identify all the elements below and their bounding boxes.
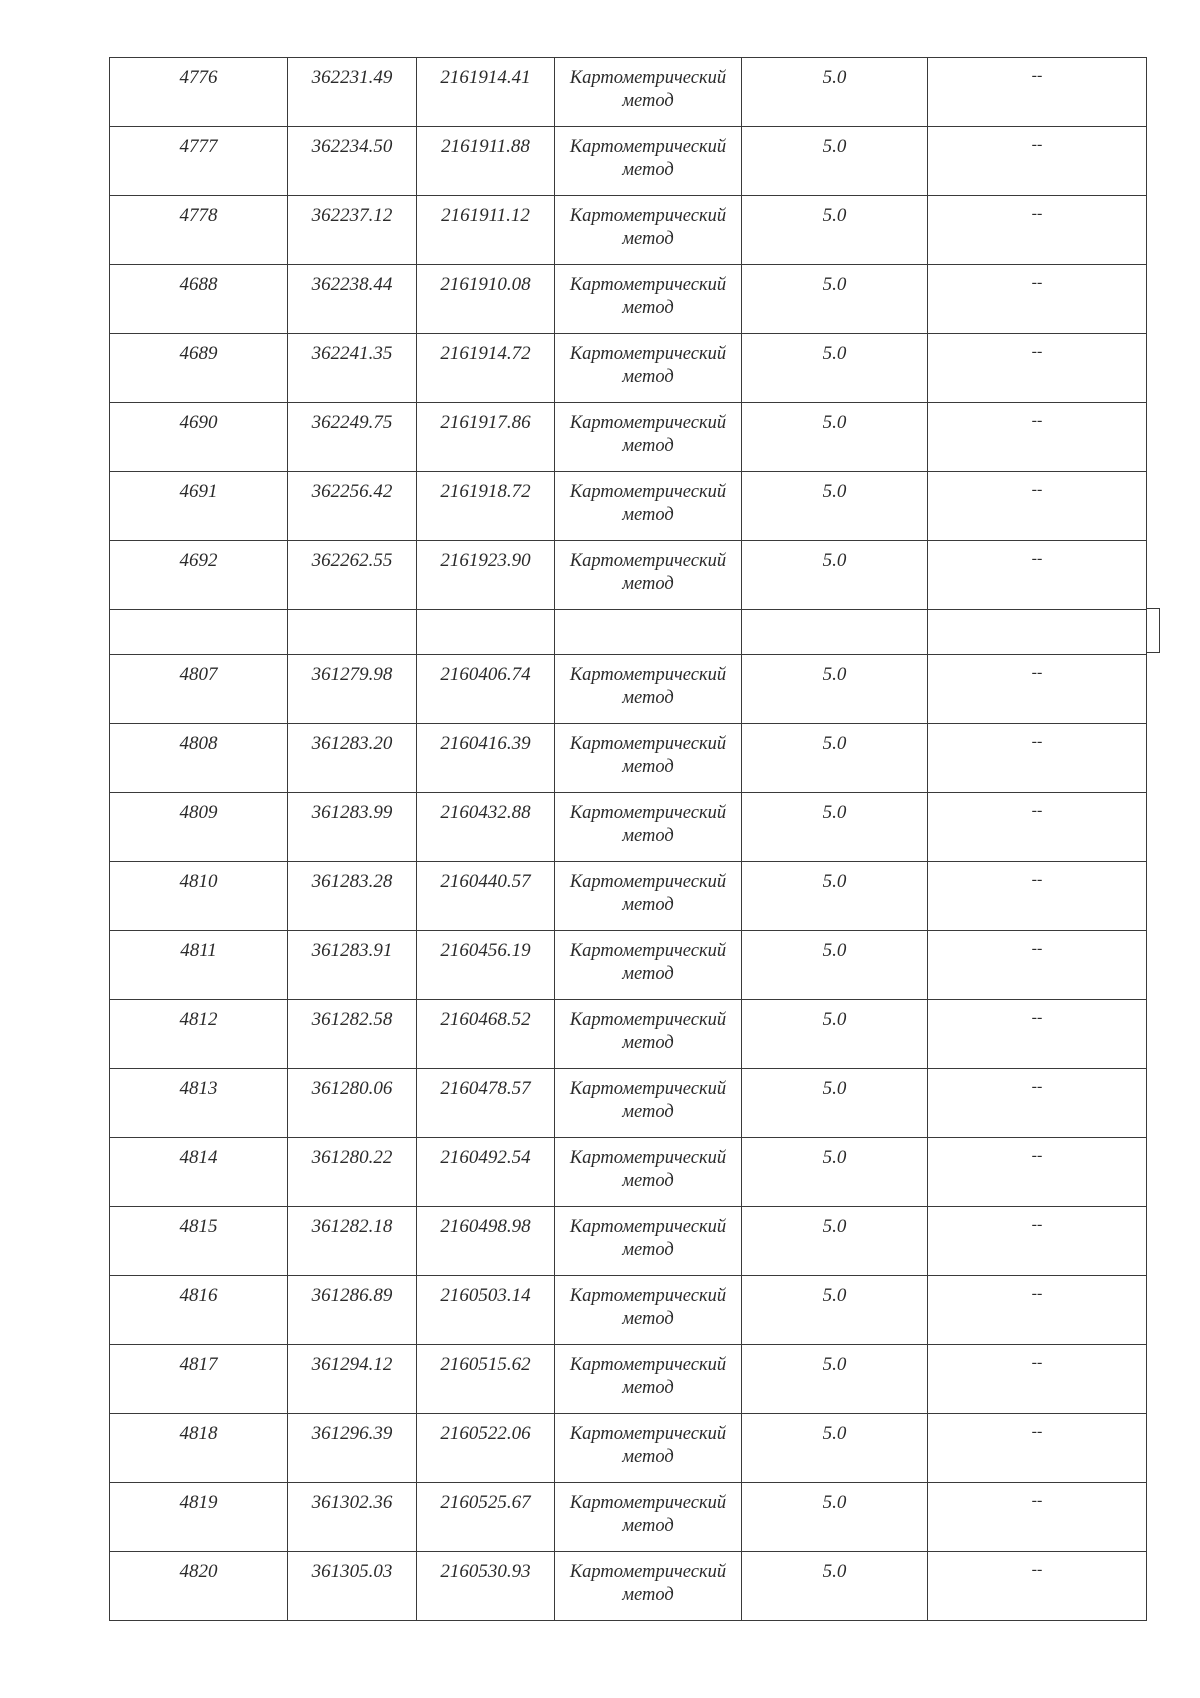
note-cell <box>928 403 1147 472</box>
accuracy-cell <box>742 58 928 127</box>
accuracy-text: 5.0 <box>822 205 847 226</box>
point-number-text: 4814 <box>179 1147 218 1168</box>
note-text: -- <box>1031 136 1043 153</box>
accuracy-cell <box>742 1345 928 1414</box>
point-number-cell <box>110 793 288 862</box>
table-row <box>110 1552 1147 1621</box>
point-number-text: 4818 <box>179 1423 218 1444</box>
note-cell <box>928 1138 1147 1207</box>
x-coordinate-cell <box>288 1345 417 1414</box>
table-row <box>110 1207 1147 1276</box>
note-cell <box>928 1483 1147 1552</box>
accuracy-text: 5.0 <box>822 343 847 364</box>
empty-cell <box>928 610 1147 655</box>
table-row <box>110 724 1147 793</box>
method-cell <box>555 127 742 196</box>
point-number-text: 4807 <box>179 664 218 685</box>
accuracy-text: 5.0 <box>822 1285 847 1306</box>
note-text: -- <box>1031 343 1043 360</box>
note-cell <box>928 1414 1147 1483</box>
point-number-text: 4810 <box>179 871 218 892</box>
method-text: Картометрический метод <box>569 1010 727 1053</box>
y-coordinate-text: 2160416.39 <box>440 733 531 754</box>
y-coordinate-text: 2160515.62 <box>440 1354 531 1375</box>
point-number-text: 4689 <box>179 343 218 364</box>
point-number-cell <box>110 127 288 196</box>
method-text: Картометрический метод <box>569 275 727 318</box>
y-coordinate-cell <box>417 1483 555 1552</box>
x-coordinate-cell <box>288 127 417 196</box>
method-cell <box>555 58 742 127</box>
x-coordinate-text: 361279.98 <box>311 664 393 685</box>
point-number-text: 4808 <box>179 733 218 754</box>
empty-cell <box>555 610 742 655</box>
y-coordinate-cell <box>417 472 555 541</box>
accuracy-text: 5.0 <box>822 1561 847 1582</box>
separator-row-overhang <box>1146 608 1160 653</box>
accuracy-text: 5.0 <box>822 481 847 502</box>
y-coordinate-text: 2160456.19 <box>440 940 531 961</box>
table-row <box>110 1069 1147 1138</box>
accuracy-cell <box>742 403 928 472</box>
point-number-cell <box>110 265 288 334</box>
note-cell <box>928 127 1147 196</box>
accuracy-text: 5.0 <box>822 136 847 157</box>
empty-cell <box>417 610 555 655</box>
x-coordinate-text: 361296.39 <box>311 1423 393 1444</box>
method-text: Картометрический метод <box>569 1424 727 1467</box>
table-row <box>110 1414 1147 1483</box>
accuracy-cell <box>742 472 928 541</box>
x-coordinate-text: 361283.91 <box>311 940 393 961</box>
point-number-cell <box>110 334 288 403</box>
x-coordinate-text: 362241.35 <box>311 343 393 364</box>
x-coordinate-text: 362238.44 <box>311 274 393 295</box>
accuracy-cell <box>742 334 928 403</box>
point-number-text: 4690 <box>179 412 218 433</box>
accuracy-cell <box>742 793 928 862</box>
method-text: Картометрический метод <box>569 665 727 708</box>
accuracy-cell <box>742 127 928 196</box>
note-text: -- <box>1031 1354 1043 1371</box>
note-text: -- <box>1031 412 1043 429</box>
point-number-text: 4820 <box>179 1561 218 1582</box>
method-cell <box>555 472 742 541</box>
point-number-cell <box>110 724 288 793</box>
x-coordinate-cell <box>288 541 417 610</box>
x-coordinate-text: 362256.42 <box>311 481 393 502</box>
point-number-text: 4809 <box>179 802 218 823</box>
note-text: -- <box>1031 1009 1043 1026</box>
method-text: Картометрический метод <box>569 206 727 249</box>
note-text: -- <box>1031 802 1043 819</box>
table-row <box>110 793 1147 862</box>
method-cell <box>555 793 742 862</box>
y-coordinate-cell <box>417 58 555 127</box>
note-text: -- <box>1031 733 1043 750</box>
accuracy-text: 5.0 <box>822 1009 847 1030</box>
x-coordinate-text: 362237.12 <box>311 205 393 226</box>
y-coordinate-cell <box>417 655 555 724</box>
x-coordinate-text: 361286.89 <box>311 1285 393 1306</box>
point-number-text: 4776 <box>179 67 218 88</box>
point-number-text: 4813 <box>179 1078 218 1099</box>
note-cell <box>928 1207 1147 1276</box>
point-number-cell <box>110 472 288 541</box>
x-coordinate-cell <box>288 1414 417 1483</box>
x-coordinate-text: 361283.28 <box>311 871 393 892</box>
x-coordinate-text: 361282.18 <box>311 1216 393 1237</box>
method-cell <box>555 1345 742 1414</box>
accuracy-text: 5.0 <box>822 1423 847 1444</box>
note-cell <box>928 541 1147 610</box>
table-row <box>110 334 1147 403</box>
point-number-cell <box>110 862 288 931</box>
accuracy-text: 5.0 <box>822 550 847 571</box>
table-row <box>110 1483 1147 1552</box>
x-coordinate-cell <box>288 1069 417 1138</box>
point-number-cell <box>110 931 288 1000</box>
method-text: Картометрический метод <box>569 68 727 111</box>
y-coordinate-text: 2160525.67 <box>440 1492 531 1513</box>
y-coordinate-cell <box>417 1414 555 1483</box>
note-cell <box>928 334 1147 403</box>
y-coordinate-text: 2161910.08 <box>440 274 531 295</box>
table-row <box>110 931 1147 1000</box>
method-cell <box>555 403 742 472</box>
x-coordinate-text: 361294.12 <box>311 1354 393 1375</box>
x-coordinate-cell <box>288 403 417 472</box>
note-text: -- <box>1031 1285 1043 1302</box>
y-coordinate-text: 2160530.93 <box>440 1561 531 1582</box>
point-number-text: 4811 <box>180 940 217 961</box>
x-coordinate-text: 362234.50 <box>311 136 393 157</box>
note-text: -- <box>1031 664 1043 681</box>
point-number-text: 4778 <box>179 205 218 226</box>
accuracy-cell <box>742 1000 928 1069</box>
y-coordinate-cell <box>417 724 555 793</box>
method-text: Картометрический метод <box>569 1217 727 1260</box>
accuracy-cell <box>742 1138 928 1207</box>
table-row <box>110 472 1147 541</box>
note-cell <box>928 472 1147 541</box>
table-row <box>110 862 1147 931</box>
note-text: -- <box>1031 67 1043 84</box>
x-coordinate-text: 361283.99 <box>311 802 393 823</box>
y-coordinate-cell <box>417 1069 555 1138</box>
point-number-cell <box>110 655 288 724</box>
empty-cell <box>742 610 928 655</box>
y-coordinate-text: 2160498.98 <box>440 1216 531 1237</box>
y-coordinate-text: 2161911.12 <box>441 205 530 226</box>
accuracy-cell <box>742 724 928 793</box>
method-text: Картометрический метод <box>569 551 727 594</box>
method-text: Картометрический метод <box>569 137 727 180</box>
point-number-cell <box>110 1276 288 1345</box>
accuracy-text: 5.0 <box>822 274 847 295</box>
point-number-text: 4819 <box>179 1492 218 1513</box>
coordinates-table <box>109 57 1147 1621</box>
y-coordinate-text: 2160503.14 <box>440 1285 531 1306</box>
note-text: -- <box>1031 1561 1043 1578</box>
x-coordinate-text: 361305.03 <box>311 1561 393 1582</box>
accuracy-cell <box>742 1207 928 1276</box>
point-number-text: 4812 <box>179 1009 218 1030</box>
y-coordinate-cell <box>417 265 555 334</box>
x-coordinate-text: 362262.55 <box>311 550 393 571</box>
table-row <box>110 58 1147 127</box>
accuracy-cell <box>742 1414 928 1483</box>
method-text: Картометрический метод <box>569 1562 727 1605</box>
accuracy-text: 5.0 <box>822 733 847 754</box>
y-coordinate-cell <box>417 1552 555 1621</box>
note-cell <box>928 655 1147 724</box>
note-text: -- <box>1031 1216 1043 1233</box>
y-coordinate-text: 2160492.54 <box>440 1147 531 1168</box>
x-coordinate-text: 361280.06 <box>311 1078 393 1099</box>
method-cell <box>555 1414 742 1483</box>
point-number-text: 4688 <box>179 274 218 295</box>
y-coordinate-text: 2160478.57 <box>440 1078 531 1099</box>
x-coordinate-cell <box>288 1552 417 1621</box>
accuracy-cell <box>742 862 928 931</box>
note-text: -- <box>1031 1492 1043 1509</box>
method-cell <box>555 931 742 1000</box>
y-coordinate-cell <box>417 931 555 1000</box>
y-coordinate-text: 2160468.52 <box>440 1009 531 1030</box>
x-coordinate-cell <box>288 1138 417 1207</box>
y-coordinate-text: 2160406.74 <box>440 664 531 685</box>
x-coordinate-cell <box>288 1207 417 1276</box>
note-text: -- <box>1031 481 1043 498</box>
table-body-bottom <box>110 655 1147 1621</box>
method-cell <box>555 196 742 265</box>
accuracy-text: 5.0 <box>822 67 847 88</box>
method-cell <box>555 1276 742 1345</box>
table-row <box>110 1000 1147 1069</box>
point-number-cell <box>110 403 288 472</box>
y-coordinate-cell <box>417 793 555 862</box>
table-row <box>110 1138 1147 1207</box>
accuracy-cell <box>742 196 928 265</box>
accuracy-cell <box>742 1483 928 1552</box>
method-cell <box>555 1138 742 1207</box>
method-cell <box>555 1552 742 1621</box>
method-text: Картометрический метод <box>569 1079 727 1122</box>
accuracy-text: 5.0 <box>822 802 847 823</box>
note-cell <box>928 724 1147 793</box>
y-coordinate-text: 2160440.57 <box>440 871 531 892</box>
method-cell <box>555 334 742 403</box>
note-cell <box>928 1000 1147 1069</box>
point-number-text: 4691 <box>179 481 218 502</box>
y-coordinate-cell <box>417 1000 555 1069</box>
method-text: Картометрический метод <box>569 482 727 525</box>
note-text: -- <box>1031 1147 1043 1164</box>
method-text: Картометрический метод <box>569 1355 727 1398</box>
table-row <box>110 655 1147 724</box>
note-text: -- <box>1031 940 1043 957</box>
point-number-text: 4816 <box>179 1285 218 1306</box>
method-cell <box>555 862 742 931</box>
table-row <box>110 403 1147 472</box>
method-text: Картометрический метод <box>569 1286 727 1329</box>
x-coordinate-cell <box>288 655 417 724</box>
method-text: Картометрический метод <box>569 1493 727 1536</box>
point-number-cell <box>110 196 288 265</box>
accuracy-text: 5.0 <box>822 1354 847 1375</box>
note-cell <box>928 1552 1147 1621</box>
note-text: -- <box>1031 205 1043 222</box>
y-coordinate-cell <box>417 541 555 610</box>
accuracy-text: 5.0 <box>822 1078 847 1099</box>
x-coordinate-cell <box>288 196 417 265</box>
method-cell <box>555 541 742 610</box>
x-coordinate-cell <box>288 931 417 1000</box>
accuracy-text: 5.0 <box>822 412 847 433</box>
accuracy-cell <box>742 1069 928 1138</box>
point-number-cell <box>110 1207 288 1276</box>
method-cell <box>555 1207 742 1276</box>
accuracy-text: 5.0 <box>822 664 847 685</box>
x-coordinate-cell <box>288 334 417 403</box>
x-coordinate-text: 361283.20 <box>311 733 393 754</box>
x-coordinate-text: 362231.49 <box>311 67 393 88</box>
point-number-cell <box>110 541 288 610</box>
point-number-cell <box>110 1345 288 1414</box>
y-coordinate-cell <box>417 1138 555 1207</box>
note-text: -- <box>1031 1423 1043 1440</box>
note-cell <box>928 1069 1147 1138</box>
x-coordinate-text: 361280.22 <box>311 1147 393 1168</box>
y-coordinate-cell <box>417 196 555 265</box>
table-row <box>110 1345 1147 1414</box>
accuracy-cell <box>742 265 928 334</box>
y-coordinate-cell <box>417 334 555 403</box>
method-cell <box>555 1069 742 1138</box>
method-text: Картометрический метод <box>569 941 727 984</box>
accuracy-text: 5.0 <box>822 940 847 961</box>
x-coordinate-cell <box>288 793 417 862</box>
x-coordinate-cell <box>288 1276 417 1345</box>
y-coordinate-text: 2160522.06 <box>440 1423 531 1444</box>
y-coordinate-cell <box>417 862 555 931</box>
x-coordinate-text: 361302.36 <box>311 1492 393 1513</box>
x-coordinate-cell <box>288 58 417 127</box>
note-text: -- <box>1031 871 1043 888</box>
point-number-cell <box>110 1483 288 1552</box>
y-coordinate-cell <box>417 1276 555 1345</box>
y-coordinate-text: 2160432.88 <box>440 802 531 823</box>
accuracy-text: 5.0 <box>822 1492 847 1513</box>
method-text: Картометрический метод <box>569 1148 727 1191</box>
method-text: Картометрический метод <box>569 872 727 915</box>
point-number-cell <box>110 58 288 127</box>
x-coordinate-cell <box>288 1483 417 1552</box>
table-row <box>110 541 1147 610</box>
note-cell <box>928 1276 1147 1345</box>
method-cell <box>555 1000 742 1069</box>
x-coordinate-cell <box>288 862 417 931</box>
x-coordinate-text: 361282.58 <box>311 1009 393 1030</box>
note-cell <box>928 931 1147 1000</box>
y-coordinate-cell <box>417 127 555 196</box>
method-text: Картометрический метод <box>569 344 727 387</box>
empty-cell <box>288 610 417 655</box>
method-cell <box>555 724 742 793</box>
point-number-cell <box>110 1414 288 1483</box>
note-text: -- <box>1031 550 1043 567</box>
point-number-cell <box>110 1138 288 1207</box>
x-coordinate-cell <box>288 724 417 793</box>
point-number-text: 4777 <box>179 136 218 157</box>
point-number-text: 4815 <box>179 1216 218 1237</box>
table-gap-body <box>110 610 1147 655</box>
y-coordinate-text: 2161917.86 <box>440 412 531 433</box>
note-cell <box>928 862 1147 931</box>
method-cell <box>555 265 742 334</box>
note-text: -- <box>1031 274 1043 291</box>
accuracy-cell <box>742 541 928 610</box>
empty-separator-row <box>110 610 1147 655</box>
x-coordinate-cell <box>288 265 417 334</box>
method-cell <box>555 655 742 724</box>
y-coordinate-cell <box>417 403 555 472</box>
accuracy-text: 5.0 <box>822 871 847 892</box>
table-row <box>110 265 1147 334</box>
accuracy-cell <box>742 1552 928 1621</box>
note-cell <box>928 196 1147 265</box>
method-text: Картометрический метод <box>569 413 727 456</box>
accuracy-cell <box>742 931 928 1000</box>
method-text: Картометрический метод <box>569 734 727 777</box>
table-row <box>110 1276 1147 1345</box>
x-coordinate-cell <box>288 472 417 541</box>
table-body-top <box>110 58 1147 610</box>
note-cell <box>928 265 1147 334</box>
x-coordinate-text: 362249.75 <box>311 412 393 433</box>
table-row <box>110 127 1147 196</box>
method-text: Картометрический метод <box>569 803 727 846</box>
y-coordinate-cell <box>417 1207 555 1276</box>
y-coordinate-text: 2161911.88 <box>441 136 530 157</box>
x-coordinate-cell <box>288 1000 417 1069</box>
y-coordinate-text: 2161914.41 <box>440 67 531 88</box>
note-cell <box>928 58 1147 127</box>
point-number-cell <box>110 1069 288 1138</box>
y-coordinate-cell <box>417 1345 555 1414</box>
note-cell <box>928 793 1147 862</box>
note-text: -- <box>1031 1078 1043 1095</box>
point-number-text: 4817 <box>179 1354 218 1375</box>
note-cell <box>928 1345 1147 1414</box>
point-number-cell <box>110 1552 288 1621</box>
accuracy-cell <box>742 655 928 724</box>
empty-cell <box>110 610 288 655</box>
table-row <box>110 196 1147 265</box>
point-number-text: 4692 <box>179 550 218 571</box>
method-cell <box>555 1483 742 1552</box>
accuracy-cell <box>742 1276 928 1345</box>
accuracy-text: 5.0 <box>822 1216 847 1237</box>
accuracy-text: 5.0 <box>822 1147 847 1168</box>
y-coordinate-text: 2161918.72 <box>440 481 531 502</box>
y-coordinate-text: 2161914.72 <box>440 343 531 364</box>
point-number-cell <box>110 1000 288 1069</box>
y-coordinate-text: 2161923.90 <box>440 550 531 571</box>
